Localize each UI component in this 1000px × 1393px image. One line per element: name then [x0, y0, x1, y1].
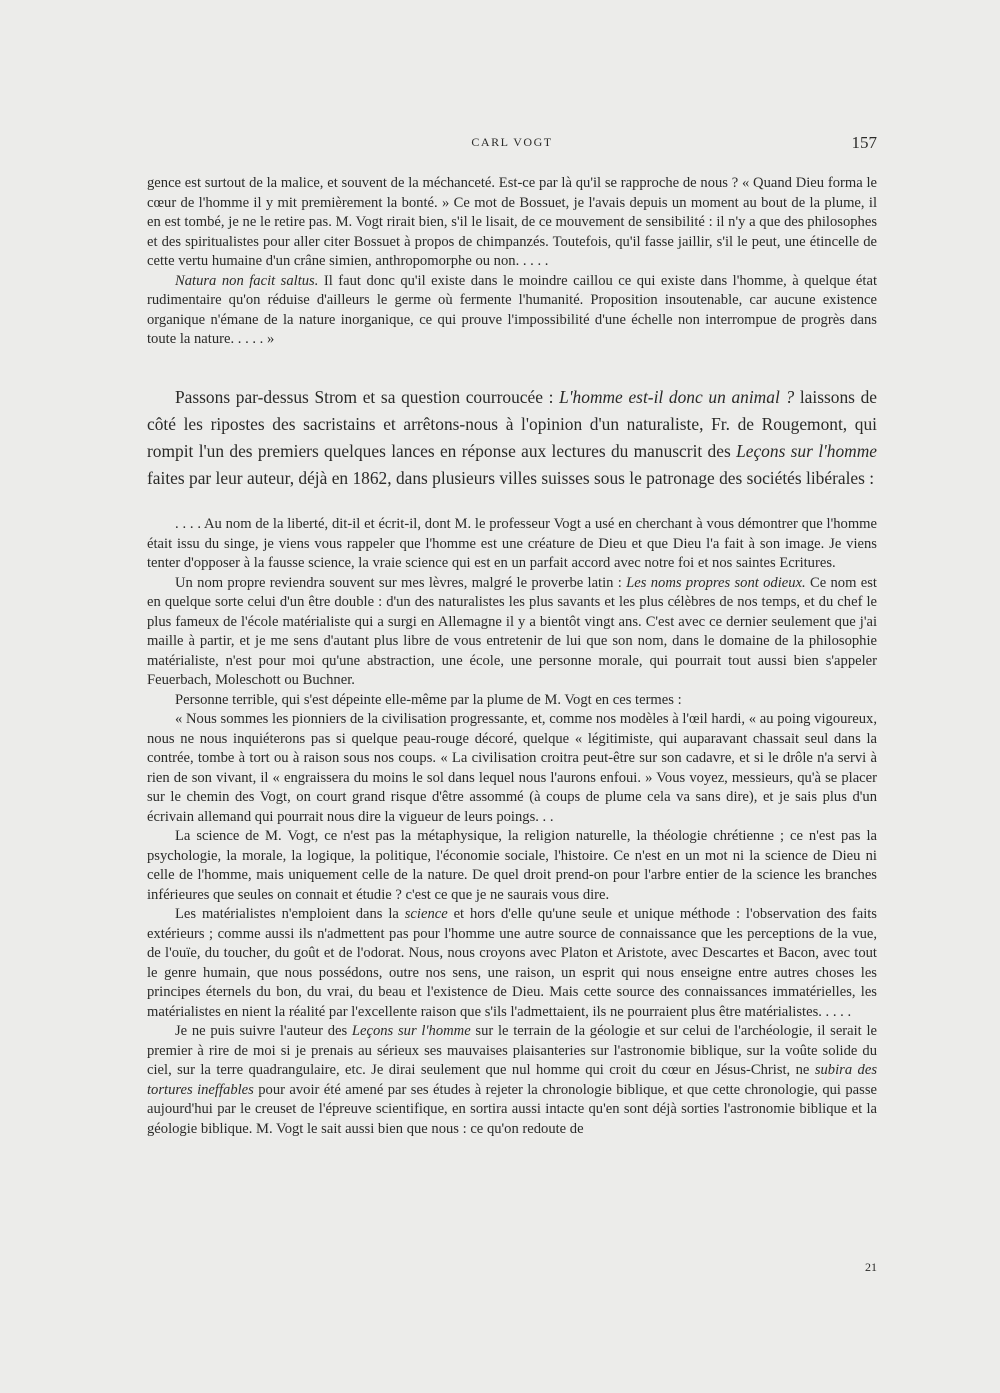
signature-mark: 21: [865, 1260, 877, 1274]
quote2-paragraph-6: Les matérialistes n'emploient dans la science et hors d'elle qu'une seule et unique méthode : l'observation des faits extérieurs ; comme aussi ils n'admettent pas pour l'homme une autre source de connaissance que les perceptions de la vue, de l'ouïe, du toucher, du goût et de l'odorat. Nous, nous croyons avec Platon et Aristote, avec Descartes et Bacon, avec tout le genre humain, que nous possédons, outre nos sens, une raison, un esprit qui nous enseigne entre autres choses les principes éternels du bon, du vrai, du beau et l'existence de Dieu. Mais cette source des connaissances immatérielles, les matérialistes en nient la réalité par l'excellente raison que s'ils l'admettaient, ils ne pourraient plus être matérialistes. . . . .: [147, 906, 877, 1020]
quote2-paragraph-4: « Nous sommes les pionniers de la civilisation progressante, et, comme nos modèles à l'œil hardi, « au poing vigoureux, nous ne nous inquiéterons pas si quelque peau-rouge décoré, quelque « légitimiste, qui auparavant chassait seul dans la contrée, tombe à tort ou à raison sous nos coups. « La civilisation croitra peut-être sur son cadavre, et si le drôle n'a servi à rien de son vivant, il « engraissera du moins le sol dans lequel nous l'aurons enfoui. » Vous voyez, messieurs, qu'à se placer sur le chemin des Vogt, on court grand risque d'être assommé (à coups de plume cela va sans dire), et je sais plus d'un écrivain allemand qui pourrait nous dire la vigueur de leurs poings. . .: [147, 711, 877, 825]
quote1-paragraph-2: Natura non facit saltus. Il faut donc qu'il existe dans le moindre caillou ce qui existe dans l'homme, à quelque état rudimentaire qu'on réduise d'ailleurs le germe où fermente l'humanité. Proposition insoutenable, car aucune existence organique n'émane de la nature inorganique, ce qui prouve l'impossibilité d'une échelle non interrompue de progrès dans toute la nature. . . . . »: [147, 272, 877, 347]
latin-maxim: Natura non facit saltus.: [175, 272, 319, 289]
body-paragraph: [147, 384, 877, 492]
italic-book-title: Leçons sur l'homme: [736, 441, 877, 461]
quote2-paragraph-2: Un nom propre reviendra souvent sur mes lèvres, malgré le proverbe latin : Les noms propres sont odieux. Ce nom est en quelque sorte celui d'un être double : d'un des naturalistes les plus savants et les plus célèbres de nos temps, et du chef le plus fameux de l'école matérialiste qui a surgi en Allemagne il y a bientôt vingt ans. C'est avec ce dernier seulement que j'ai maille à partir, et je me sens d'autant plus libre de vous entretenir de lui que son nom, dans le domaine de la philosophie matérialiste, n'est pour moi qu'une abstraction, une école, une personne morale, qui pourrait tout aussi bien s'appeler Feuerbach, Moleschott ou Buchner.: [147, 574, 877, 688]
running-title: CARL VOGT: [471, 135, 553, 149]
italic-book-title-2: Leçons sur l'homme: [351, 1023, 471, 1039]
quotation-block-1: [147, 174, 877, 350]
running-head: [147, 133, 877, 153]
quote2-paragraph-1: . . . . Au nom de la liberté, dit-il et écrit-il, dont M. le professeur Vogt a usé en cherchant à vous démontrer que l'homme était issu du singe, je viens vous rappeler que l'homme est une créature de Dieu et que Dieu l'a fait à son image. Je viens tenter d'opposer à la fausse science, la vraie science qui est en un parfait accord avec notre foi et nos saintes Ecritures.: [147, 516, 877, 571]
quote1-paragraph-1: gence est surtout de la malice, et souvent de la méchanceté. Est-ce par là qu'il se rapproche de nous ? « Quand Dieu forma le cœur de l'homme il y mit premièrement la bonté. » Ce mot de Bossuet, je l'avais depuis un moment au bout de la plume, il en est tombé, je ne le retire pas. M. Vogt rirait bien, s'il le lisait, de ce mouvement de sensibilité : il n'y a que des philosophes et des spiritualistes pour aller citer Bossuet à propos de chimpanzés. Toutefois, qu'il fasse jaillir, s'il le peut, une étincelle de cette vertu humaine d'un crâne simien, anthropomorphe ou non. . . . .: [147, 175, 877, 269]
italic-question: L'homme est-il donc un animal ?: [559, 387, 795, 407]
italic-science: science: [404, 906, 448, 922]
quote2-paragraph-7: Je ne puis suivre l'auteur des Leçons sur l'homme sur le terrain de la géologie et sur celui de l'archéologie, il serait le premier à rire de moi si je prenais au sérieux ses mauvaises plaisanteries sur l'astronomie biblique, sur la voûte solide du ciel, sur la terre quadrangulaire, etc. Je dirai seulement que nul homme qui croit du cœur en Jésus-Christ, ne subira des tortures ineffables pour avoir été amené par ses études à rejeter la chronologie biblique, et que cette chronologie, qui passe aujourd'hui par le creuset de l'épreuve scientifique, en sortira aussi intacte qu'en sont déjà sorties l'astronomie biblique et la géologie biblique. M. Vogt le sait aussi bien que nous : ce qu'on redoute de: [147, 1023, 878, 1137]
quote2-paragraph-3: Personne terrible, qui s'est dépeinte elle-même par la plume de M. Vogt en ces termes :: [175, 691, 682, 708]
quote2-paragraph-5: La science de M. Vogt, ce n'est pas la métaphysique, la religion naturelle, la théologie chrétienne ; ce n'est pas la psychologie, la morale, la logique, la politique, l'économie sociale, l'histoire. Ce n'est en un mot ni la science de Dieu ni celle de l'homme, mais uniquement celle de la nature. De quel droit prend-on pour l'arbre entier de la science les branches inférieures que seules on connait et étudie ? c'est ce que je ne saurais vous dire.: [147, 828, 877, 903]
italic-proverb: Les noms propres sont odieux.: [626, 574, 806, 591]
italic-phrase: subira des tortures ineffables: [147, 1062, 878, 1098]
quotation-block-2: [147, 515, 877, 1139]
page-number: 157: [851, 133, 877, 152]
body-paragraph-text: Passons par-dessus Strom et sa question courroucée : L'homme est-il donc un animal ? laissons de côté les ripostes des sacristains et arrêtons-nous à l'opinion d'un naturaliste, Fr. de Rougemont, qui rompit l'un des premiers quelques lances en réponse aux lectures du manuscrit des Leçons sur l'homme faites par leur auteur, déjà en 1862, dans plusieurs villes suisses sous le patronage des sociétés libérales :: [147, 387, 878, 488]
